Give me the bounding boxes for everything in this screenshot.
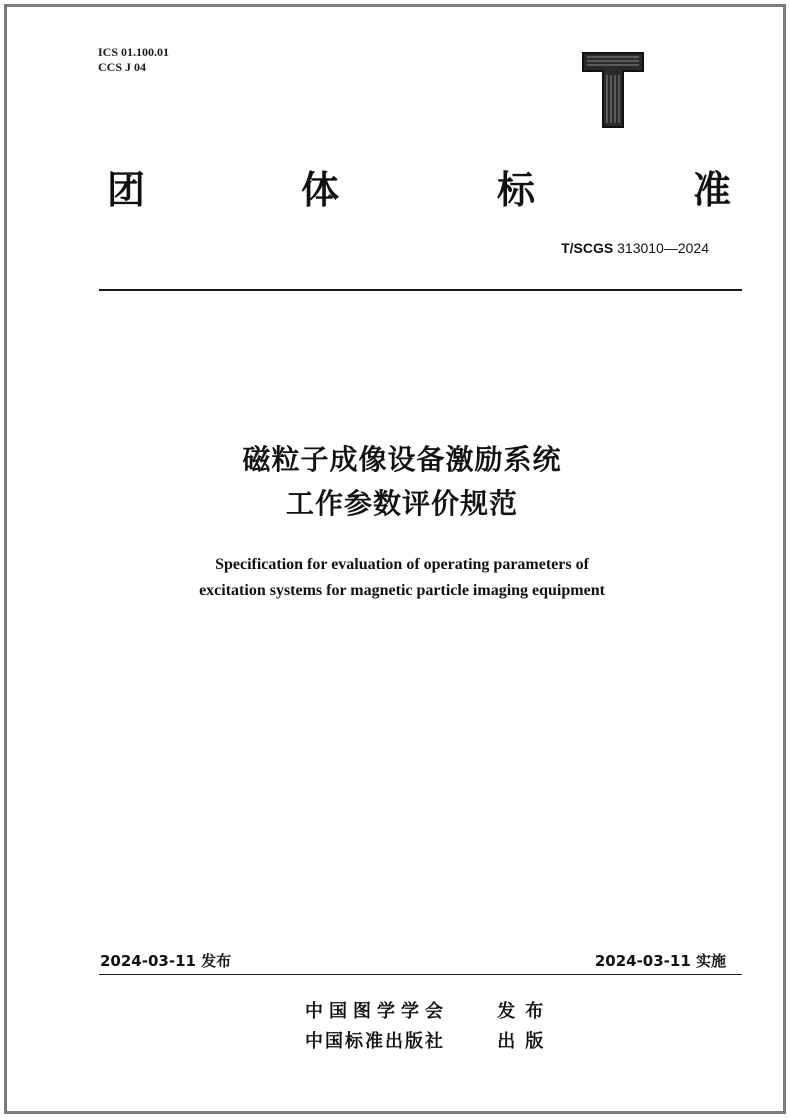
standard-number-prefix: T/SCGS <box>561 240 614 256</box>
footer-divider <box>99 974 742 975</box>
standard-number-value: 313010—2024 <box>617 240 709 256</box>
heading-char-4: 准 <box>693 168 732 212</box>
heading-char-2: 体 <box>301 168 340 212</box>
publisher-row <box>305 1000 553 1024</box>
chinese-title-line-2: 工作参数评价规范 <box>285 487 518 520</box>
heading-char-1: 团 <box>107 168 146 212</box>
group-standard-heading <box>107 167 737 213</box>
document-cover <box>4 4 786 1114</box>
english-title-line-2: excitation systems for magnetic particle imaging equipment <box>199 582 605 599</box>
classification-codes <box>98 45 169 75</box>
standard-number <box>561 240 709 256</box>
publisher-role: 出版 <box>497 1031 554 1052</box>
ccs-code: CCS J 04 <box>98 60 147 74</box>
heading-char-3: 标 <box>497 168 536 212</box>
header-divider <box>99 289 742 291</box>
publisher-role: 发布 <box>497 1001 554 1022</box>
ics-code: ICS 01.100.01 <box>98 45 170 59</box>
issue-date: 2024-03-11 发布 <box>100 952 232 970</box>
chinese-title-line-1: 磁粒子成像设备激励系统 <box>242 443 562 476</box>
publisher-row <box>305 1030 553 1054</box>
publisher-org: 中国图学学会 <box>305 1001 449 1022</box>
implementation-date: 2024-03-11 实施 <box>594 952 726 970</box>
publisher-org: 中国标准出版社 <box>305 1031 445 1052</box>
t-standard-logo <box>581 51 645 129</box>
english-title-line-1: Specification for evaluation of operating parameters of <box>215 556 589 573</box>
